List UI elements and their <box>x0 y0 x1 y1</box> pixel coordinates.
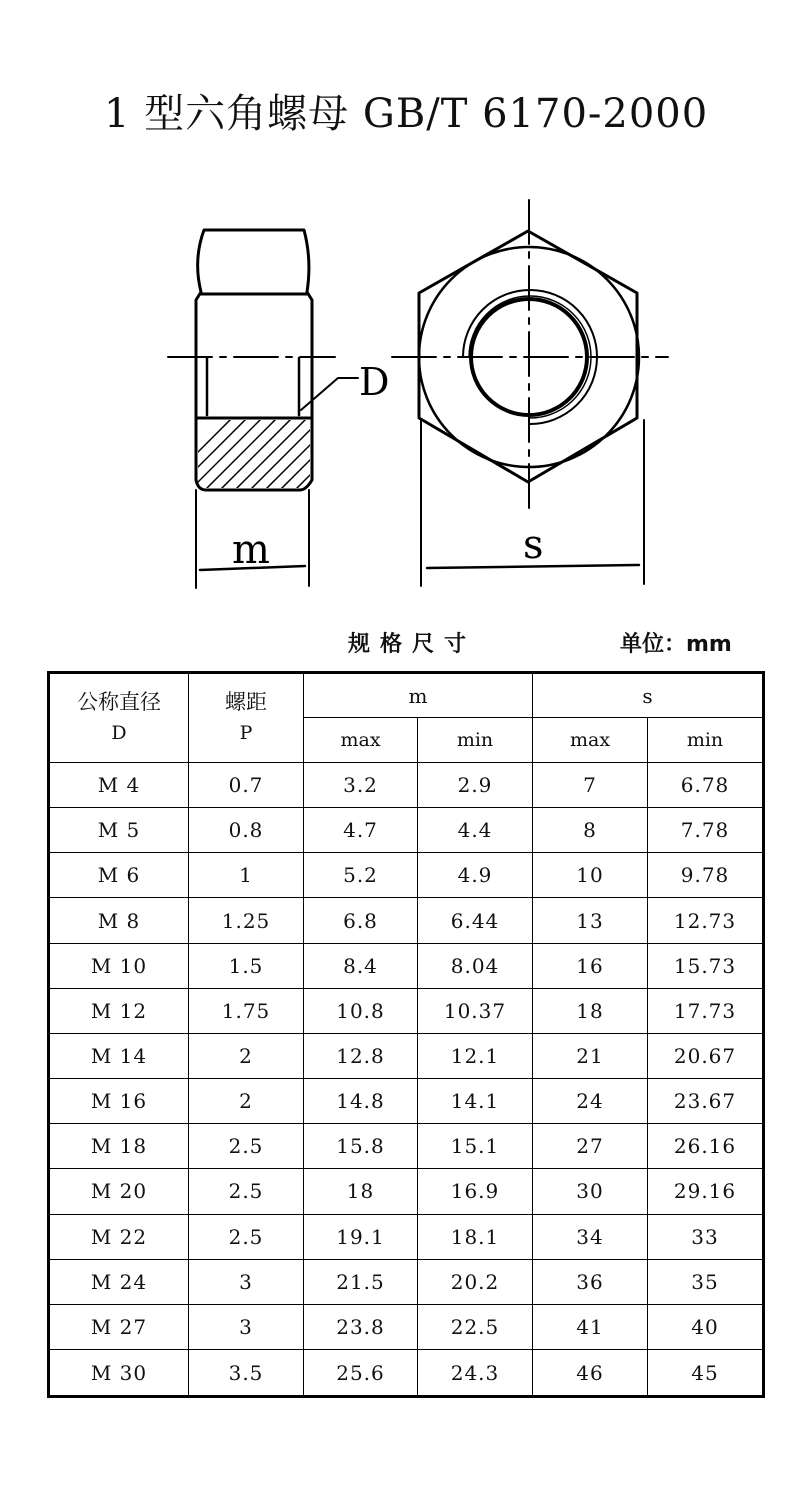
cell-pitch: 2 <box>189 1079 304 1124</box>
table-row <box>49 1304 764 1349</box>
cell-m-max: 21.5 <box>304 1259 418 1304</box>
cell-s-min: 20.67 <box>648 1033 764 1078</box>
table-row <box>49 1079 764 1124</box>
cell-s-min: 9.78 <box>648 853 764 898</box>
cell-s-max: 10 <box>533 853 648 898</box>
cell-s-min: 35 <box>648 1259 764 1304</box>
cell-s-max: 16 <box>533 943 648 988</box>
table-row <box>49 1124 764 1169</box>
cell-s-max: 27 <box>533 1124 648 1169</box>
cell-s-min: 40 <box>648 1304 764 1349</box>
header-nominal-diameter-sym: D <box>111 722 127 744</box>
cell-diameter: M 12 <box>49 988 189 1033</box>
cell-diameter: M 10 <box>49 943 189 988</box>
cell-diameter: M 24 <box>49 1259 189 1304</box>
table-row <box>49 1350 764 1397</box>
cell-pitch: 0.8 <box>189 808 304 853</box>
header-nominal-diameter-cn: 公称直径 <box>77 690 161 714</box>
cell-diameter: M 20 <box>49 1169 189 1214</box>
cell-s-max: 13 <box>533 898 648 943</box>
cell-m-min: 15.1 <box>418 1124 533 1169</box>
table-row <box>49 1033 764 1078</box>
cell-s-min: 26.16 <box>648 1124 764 1169</box>
cell-m-max: 4.7 <box>304 808 418 853</box>
cell-pitch: 1.25 <box>189 898 304 943</box>
cell-pitch: 1 <box>189 853 304 898</box>
cell-diameter: M 27 <box>49 1304 189 1349</box>
cell-s-min: 7.78 <box>648 808 764 853</box>
table-row <box>49 988 764 1033</box>
cell-m-min: 24.3 <box>418 1350 533 1397</box>
cell-s-max: 21 <box>533 1033 648 1078</box>
cell-m-max: 3.2 <box>304 763 418 808</box>
cell-s-min: 15.73 <box>648 943 764 988</box>
cell-s-max: 30 <box>533 1169 648 1214</box>
cell-m-min: 20.2 <box>418 1259 533 1304</box>
cell-m-max: 10.8 <box>304 988 418 1033</box>
cell-m-min: 16.9 <box>418 1169 533 1214</box>
cell-diameter: M 8 <box>49 898 189 943</box>
cell-m-max: 6.8 <box>304 898 418 943</box>
cell-s-min: 6.78 <box>648 763 764 808</box>
cell-m-min: 22.5 <box>418 1304 533 1349</box>
cell-pitch: 2.5 <box>189 1169 304 1214</box>
table-row <box>49 943 764 988</box>
diameter-label: D <box>359 360 390 404</box>
table-row <box>49 1214 764 1259</box>
table-row <box>49 853 764 898</box>
cell-m-min: 4.9 <box>418 853 533 898</box>
cell-s-min: 33 <box>648 1214 764 1259</box>
cell-s-max: 24 <box>533 1079 648 1124</box>
nut-side-view <box>168 230 335 490</box>
cell-s-max: 7 <box>533 763 648 808</box>
header-pitch-sym: P <box>239 722 253 744</box>
cell-s-max: 34 <box>533 1214 648 1259</box>
cell-s-min: 45 <box>648 1350 764 1397</box>
cell-m-max: 18 <box>304 1169 418 1214</box>
cell-pitch: 2.5 <box>189 1214 304 1259</box>
table-row <box>49 898 764 943</box>
table-row <box>49 808 764 853</box>
cell-s-max: 8 <box>533 808 648 853</box>
cell-m-min: 8.04 <box>418 943 533 988</box>
cell-m-max: 5.2 <box>304 853 418 898</box>
cell-diameter: M 18 <box>49 1124 189 1169</box>
header-m: m <box>304 673 533 718</box>
header-pitch-cn: 螺距 <box>225 690 267 714</box>
cell-s-min: 12.73 <box>648 898 764 943</box>
cell-s-max: 46 <box>533 1350 648 1397</box>
unit-label: 单位：mm <box>620 632 732 657</box>
cell-pitch: 3 <box>189 1304 304 1349</box>
table-row <box>49 763 764 808</box>
table-row <box>49 1169 764 1214</box>
header-pitch <box>189 673 304 763</box>
dimension-table <box>47 671 765 1398</box>
cell-m-min: 18.1 <box>418 1214 533 1259</box>
cell-s-min: 29.16 <box>648 1169 764 1214</box>
cell-diameter: M 5 <box>49 808 189 853</box>
cell-m-max: 25.6 <box>304 1350 418 1397</box>
page-title: 1 型六角螺母 GB/T 6170-2000 <box>104 91 709 137</box>
cell-pitch: 3 <box>189 1259 304 1304</box>
header-s-max: max <box>533 718 648 763</box>
height-label: m <box>232 527 270 573</box>
cell-pitch: 3.5 <box>189 1350 304 1397</box>
cell-m-max: 15.8 <box>304 1124 418 1169</box>
cell-m-max: 8.4 <box>304 943 418 988</box>
header-m-max: max <box>304 718 418 763</box>
cell-diameter: M 14 <box>49 1033 189 1078</box>
cell-pitch: 1.5 <box>189 943 304 988</box>
cell-m-min: 4.4 <box>418 808 533 853</box>
cell-pitch: 1.75 <box>189 988 304 1033</box>
cell-s-min: 17.73 <box>648 988 764 1033</box>
cell-s-max: 41 <box>533 1304 648 1349</box>
cell-diameter: M 4 <box>49 763 189 808</box>
cell-m-max: 14.8 <box>304 1079 418 1124</box>
header-m-min: min <box>418 718 533 763</box>
cell-pitch: 2.5 <box>189 1124 304 1169</box>
cell-m-max: 19.1 <box>304 1214 418 1259</box>
cell-pitch: 2 <box>189 1033 304 1078</box>
section-hatching <box>150 410 375 500</box>
cell-s-min: 23.67 <box>648 1079 764 1124</box>
cell-pitch: 0.7 <box>189 763 304 808</box>
cell-m-max: 23.8 <box>304 1304 418 1349</box>
cell-m-min: 14.1 <box>418 1079 533 1124</box>
cell-m-min: 2.9 <box>418 763 533 808</box>
nut-front-view <box>392 200 668 512</box>
hex-nut-drawing <box>0 190 800 600</box>
dimension-table-body <box>49 763 764 1397</box>
cell-s-max: 18 <box>533 988 648 1033</box>
cell-diameter: M 22 <box>49 1214 189 1259</box>
cell-s-max: 36 <box>533 1259 648 1304</box>
cell-diameter: M 16 <box>49 1079 189 1124</box>
cell-diameter: M 6 <box>49 853 189 898</box>
header-nominal-diameter <box>49 673 189 763</box>
cell-m-min: 10.37 <box>418 988 533 1033</box>
cell-m-max: 12.8 <box>304 1033 418 1078</box>
width-across-flats-label: s <box>523 522 544 568</box>
cell-m-min: 12.1 <box>418 1033 533 1078</box>
table-row <box>49 1259 764 1304</box>
spec-heading: 规格尺寸 <box>348 632 477 657</box>
header-s-min: min <box>648 718 764 763</box>
header-s: s <box>533 673 764 718</box>
cell-diameter: M 30 <box>49 1350 189 1397</box>
cell-m-min: 6.44 <box>418 898 533 943</box>
